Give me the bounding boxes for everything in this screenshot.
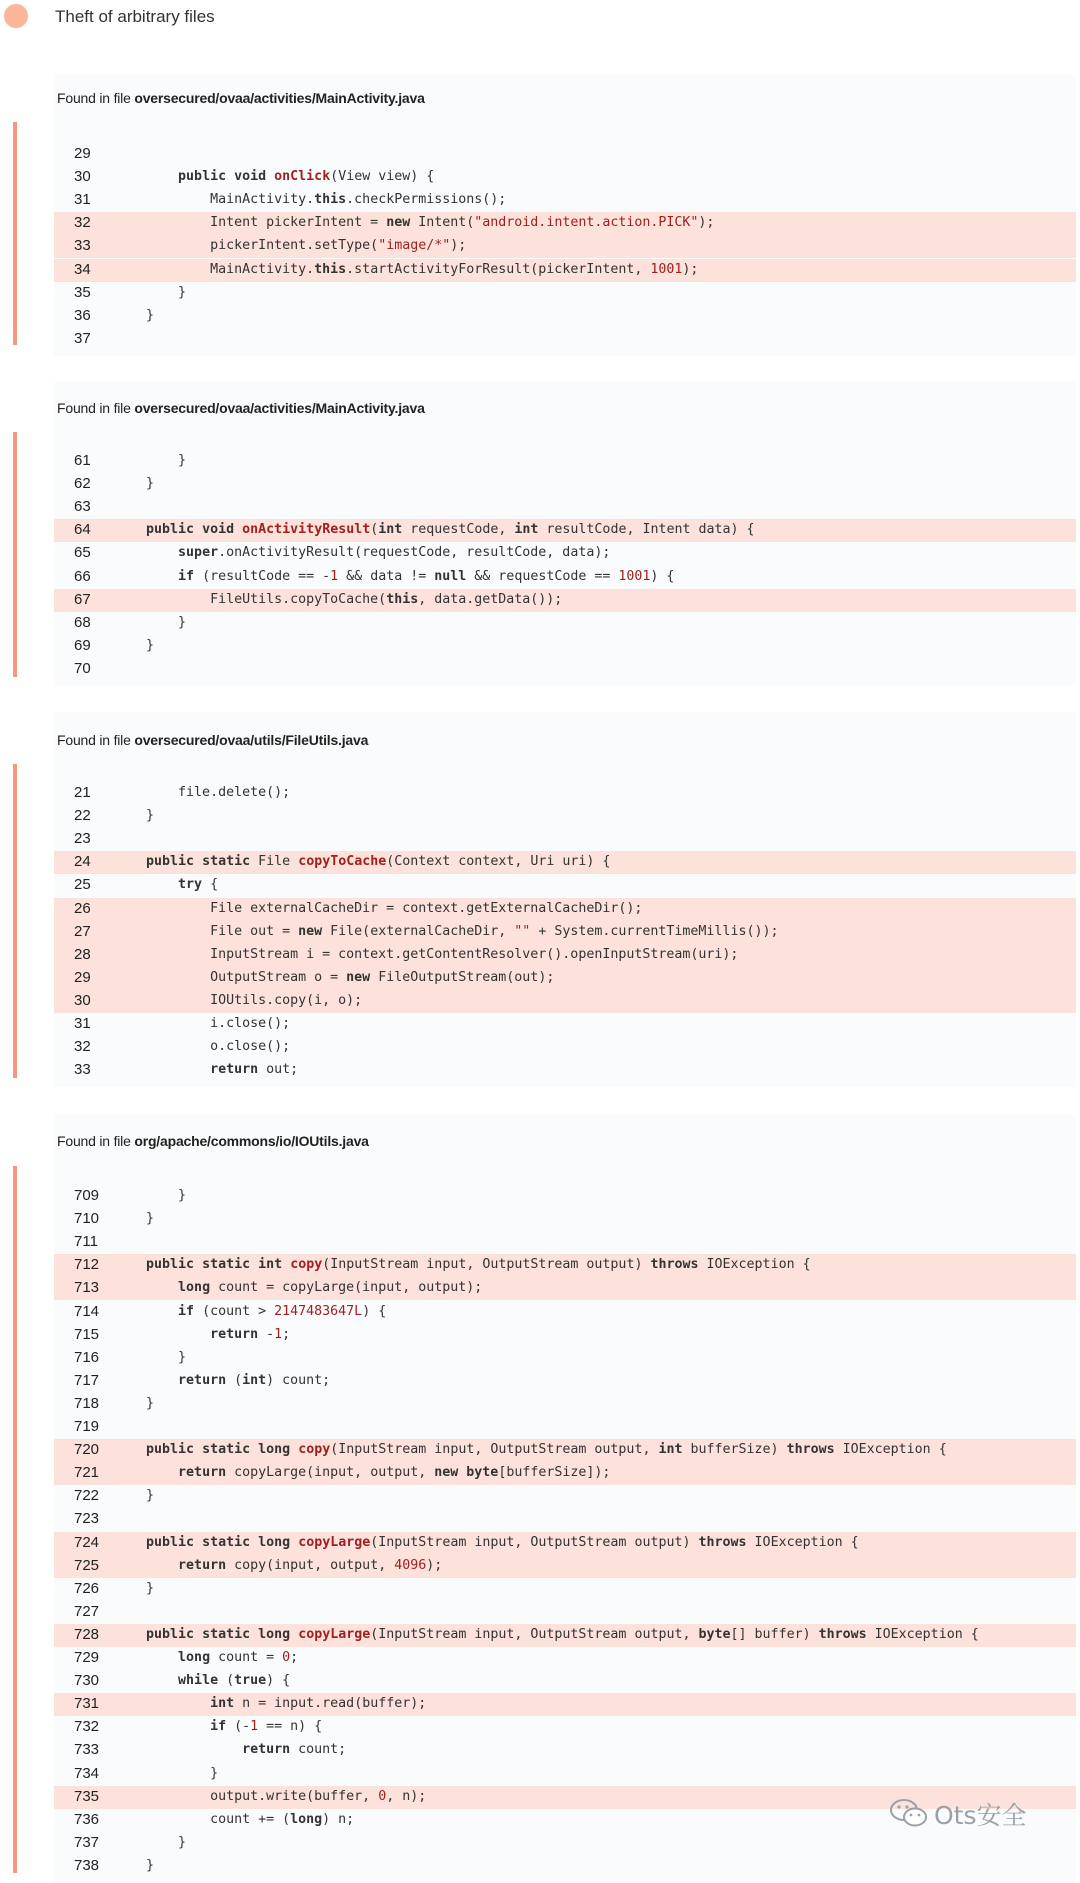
code-line: [54, 1208, 1076, 1231]
line-number: 31: [74, 1015, 91, 1032]
code-text: MainActivity.this.checkPermissions();: [114, 192, 507, 207]
code-line: [54, 1059, 1076, 1082]
code-text: if (count > 2147483647L) {: [178, 1304, 387, 1319]
highlighted-code-line: [54, 235, 1076, 258]
found-prefix: Found in file: [57, 90, 135, 106]
watermark: [888, 1794, 1063, 1830]
highlighted-code-line: [54, 967, 1076, 990]
code-text: return out;: [210, 1062, 299, 1077]
code-text: public void onClick(View view) {: [178, 169, 435, 184]
code-text: }: [114, 285, 187, 300]
highlighted-code-line: [54, 519, 1076, 542]
line-number: 735: [74, 1788, 100, 1805]
code-text: }: [114, 1835, 187, 1850]
line-number: 26: [74, 900, 91, 917]
code-text: }: [114, 1211, 155, 1226]
line-number: 66: [74, 568, 91, 585]
line-number: 37: [74, 330, 91, 347]
code-line: [54, 566, 1076, 589]
code-line: [54, 612, 1076, 635]
finding-header: [54, 381, 1076, 445]
finding-header: [54, 1114, 1076, 1180]
code-text: MainActivity.this.startActivityForResult(pickerIntent, 1001);: [114, 262, 699, 277]
code-text: }: [114, 1766, 219, 1781]
code-line: [54, 1578, 1076, 1601]
line-number: 70: [74, 660, 91, 677]
code-line: [54, 1601, 1076, 1624]
code-text: }: [114, 453, 187, 468]
code-text: return count;: [242, 1742, 347, 1757]
code-text: public static long copyLarge(InputStream input, OutputStream output) throws IOException {: [146, 1535, 859, 1550]
code-text: public void onActivityResult(int requestCode, int resultCode, Intent data) {: [146, 522, 755, 537]
code-line: [54, 1855, 1076, 1878]
line-number: 713: [74, 1279, 100, 1296]
line-number: 729: [74, 1649, 100, 1666]
line-number: 62: [74, 475, 91, 492]
code-line: [54, 1739, 1076, 1762]
found-in-file-label: [57, 400, 425, 416]
line-number: 68: [74, 614, 91, 631]
line-number: 69: [74, 637, 91, 654]
line-number: 34: [74, 261, 91, 278]
code-text: }: [114, 638, 155, 653]
code-snippet: [54, 138, 1076, 356]
code-text: o.close();: [114, 1039, 291, 1054]
line-number: 736: [74, 1811, 100, 1828]
highlighted-code-line: [54, 898, 1076, 921]
code-text: return copyLarge(input, output, new byte[bufferSize]);: [178, 1465, 611, 1480]
highlighted-code-line: [54, 212, 1076, 235]
code-text: while (true) {: [178, 1673, 291, 1688]
code-text: file.delete();: [114, 785, 291, 800]
issue-header: [0, 0, 1076, 40]
code-text: }: [114, 1488, 155, 1503]
issue-title: Theft of arbitrary files: [55, 7, 215, 26]
highlighted-code-line: [54, 1624, 1076, 1647]
code-text: IOUtils.copy(i, o);: [114, 993, 363, 1008]
line-number: 32: [74, 1038, 91, 1055]
highlighted-code-line: [54, 1693, 1076, 1716]
line-number: 64: [74, 521, 91, 538]
file-path[interactable]: oversecured/ovaa/activities/MainActivity.java: [134, 400, 425, 416]
line-number: 722: [74, 1487, 100, 1504]
highlighted-code-line: [54, 1532, 1076, 1555]
line-number: 30: [74, 168, 91, 185]
code-line: [54, 496, 1076, 519]
line-number: 32: [74, 214, 91, 231]
code-text: if (-1 == n) {: [210, 1719, 323, 1734]
line-number: 711: [74, 1233, 98, 1250]
code-text: int n = input.read(buffer);: [210, 1696, 427, 1711]
line-number: 724: [74, 1534, 100, 1551]
highlighted-code-line: [54, 1277, 1076, 1300]
found-in-file-label: [57, 732, 368, 748]
code-text: super.onActivityResult(requestCode, resultCode, data);: [178, 545, 611, 560]
line-number: 734: [74, 1765, 100, 1782]
code-line: [54, 189, 1076, 212]
line-number: 727: [74, 1603, 100, 1620]
line-number: 67: [74, 591, 91, 608]
code-line: [54, 1231, 1076, 1254]
line-number: 709: [74, 1187, 100, 1204]
line-number: 716: [74, 1349, 100, 1366]
highlighted-code-line: [54, 589, 1076, 612]
code-text: }: [114, 1581, 155, 1596]
highlighted-code-line: [54, 851, 1076, 874]
line-number: 63: [74, 498, 91, 515]
code-line: [54, 1393, 1076, 1416]
line-number: 733: [74, 1741, 100, 1758]
code-line: [54, 658, 1076, 681]
line-number: 31: [74, 191, 91, 208]
code-text: }: [114, 308, 155, 323]
code-line: [54, 1036, 1076, 1059]
highlighted-code-line: [54, 921, 1076, 944]
code-line: [54, 1416, 1076, 1439]
code-line: [54, 874, 1076, 897]
code-line: [54, 1301, 1076, 1324]
found-in-file-label: [57, 1133, 369, 1149]
line-number: 24: [74, 853, 91, 870]
found-prefix: Found in file: [57, 1133, 135, 1149]
highlighted-code-line: [54, 259, 1076, 282]
code-text: public static File copyToCache(Context context, Uri uri) {: [146, 854, 611, 869]
code-text: output.write(buffer, 0, n);: [114, 1789, 427, 1804]
code-text: long count = 0;: [178, 1650, 299, 1665]
code-text: return copy(input, output, 4096);: [178, 1558, 443, 1573]
code-line: [54, 542, 1076, 565]
code-snippet: [54, 777, 1076, 1087]
code-line: [54, 1832, 1076, 1855]
code-text: return (int) count;: [178, 1373, 331, 1388]
code-text: File out = new File(externalCacheDir, "" + System.currentTimeMillis());: [114, 924, 779, 939]
line-number: 728: [74, 1626, 100, 1643]
code-text: if (resultCode == -1 && data != null && requestCode == 1001) {: [178, 569, 675, 584]
line-number: 29: [74, 145, 91, 162]
code-line: [54, 1185, 1076, 1208]
code-snippet: [54, 445, 1076, 686]
code-text: public static long copy(InputStream input, OutputStream output, int bufferSize) throws IOException {: [146, 1442, 947, 1457]
code-text: OutputStream o = new FileOutputStream(out);: [114, 970, 555, 985]
line-number: 717: [74, 1372, 100, 1389]
line-number: 710: [74, 1210, 100, 1227]
highlighted-code-line: [54, 944, 1076, 967]
finding-accent-bar: [13, 432, 17, 677]
code-line: [54, 782, 1076, 805]
code-line: [54, 805, 1076, 828]
code-text: public static int copy(InputStream input, OutputStream output) throws IOException {: [146, 1257, 811, 1272]
code-line: [54, 143, 1076, 166]
code-line: [54, 828, 1076, 851]
wechat-icon: [888, 1796, 930, 1830]
code-text: try {: [178, 877, 219, 892]
code-line: [54, 328, 1076, 351]
line-number: 738: [74, 1857, 100, 1874]
finding-header: [54, 712, 1076, 777]
line-number: 25: [74, 876, 91, 893]
code-text: FileUtils.copyToCache(this, data.getData());: [114, 592, 563, 607]
line-number: 23: [74, 830, 91, 847]
code-text: }: [114, 476, 155, 491]
finding-header: [54, 74, 1076, 138]
line-number: 721: [74, 1464, 100, 1481]
code-line: [54, 1370, 1076, 1393]
finding-accent-bar: [13, 764, 17, 1078]
line-number: 725: [74, 1557, 100, 1574]
code-text: File externalCacheDir = context.getExternalCacheDir();: [114, 901, 643, 916]
code-line: [54, 635, 1076, 658]
highlighted-code-line: [54, 1462, 1076, 1485]
code-line: [54, 1647, 1076, 1670]
code-text: count += (long) n;: [114, 1812, 355, 1827]
code-line: [54, 282, 1076, 305]
line-number: 712: [74, 1256, 100, 1273]
code-snippet: [54, 1180, 1076, 1883]
line-number: 715: [74, 1326, 100, 1343]
line-number: 61: [74, 452, 91, 469]
line-number: 33: [74, 237, 91, 254]
severity-indicator: [4, 4, 28, 28]
line-number: 714: [74, 1303, 100, 1320]
code-text: long count = copyLarge(input, output);: [178, 1280, 483, 1295]
code-line: [54, 1763, 1076, 1786]
code-text: }: [114, 1396, 155, 1411]
finding-accent-bar: [13, 122, 17, 345]
line-number: 21: [74, 784, 91, 801]
line-number: 731: [74, 1695, 100, 1712]
code-line: [54, 1508, 1076, 1531]
code-text: return -1;: [210, 1327, 291, 1342]
line-number: 730: [74, 1672, 100, 1689]
code-text: }: [114, 1350, 187, 1365]
line-number: 719: [74, 1418, 100, 1435]
code-line: [54, 473, 1076, 496]
highlighted-code-line: [54, 1555, 1076, 1578]
line-number: 737: [74, 1834, 100, 1851]
found-in-file-label: [57, 90, 425, 106]
code-line: [54, 1347, 1076, 1370]
code-text: }: [114, 808, 155, 823]
code-line: [54, 1013, 1076, 1036]
line-number: 33: [74, 1061, 91, 1078]
found-prefix: Found in file: [57, 732, 135, 748]
code-line: [54, 1670, 1076, 1693]
line-number: 28: [74, 946, 91, 963]
file-path[interactable]: oversecured/ovaa/activities/MainActivity.java: [134, 90, 425, 106]
finding-accent-bar: [13, 1166, 17, 1873]
highlighted-code-line: [54, 1254, 1076, 1277]
line-number: 726: [74, 1580, 100, 1597]
watermark-text: Ots安全: [934, 1801, 1027, 1830]
code-line: [54, 1716, 1076, 1739]
code-text: i.close();: [114, 1016, 291, 1031]
line-number: 29: [74, 969, 91, 986]
highlighted-code-line: [54, 990, 1076, 1013]
code-text: pickerIntent.setType("image/*");: [114, 238, 467, 253]
line-number: 36: [74, 307, 91, 324]
highlighted-code-line: [54, 1439, 1076, 1462]
code-text: }: [114, 615, 187, 630]
line-number: 718: [74, 1395, 100, 1412]
line-number: 723: [74, 1510, 100, 1527]
found-prefix: Found in file: [57, 400, 135, 416]
line-number: 35: [74, 284, 91, 301]
code-line: [54, 305, 1076, 328]
code-line: [54, 1485, 1076, 1508]
code-text: public static long copyLarge(InputStream input, OutputStream output, byte[] buffer) throws IOException {: [146, 1627, 979, 1642]
line-number: 732: [74, 1718, 100, 1735]
code-text: InputStream i = context.getContentResolver().openInputStream(uri);: [114, 947, 739, 962]
line-number: 30: [74, 992, 91, 1009]
line-number: 22: [74, 807, 91, 824]
code-text: }: [114, 1858, 155, 1873]
code-line: [54, 166, 1076, 189]
line-number: 65: [74, 544, 91, 561]
code-line: [54, 450, 1076, 473]
code-text: Intent pickerIntent = new Intent("android.intent.action.PICK");: [114, 215, 715, 230]
line-number: 720: [74, 1441, 100, 1458]
file-path[interactable]: org/apache/commons/io/IOUtils.java: [134, 1133, 369, 1149]
code-text: }: [114, 1188, 187, 1203]
line-number: 27: [74, 923, 91, 940]
code-line: [54, 1324, 1076, 1347]
file-path[interactable]: oversecured/ovaa/utils/FileUtils.java: [134, 732, 369, 748]
